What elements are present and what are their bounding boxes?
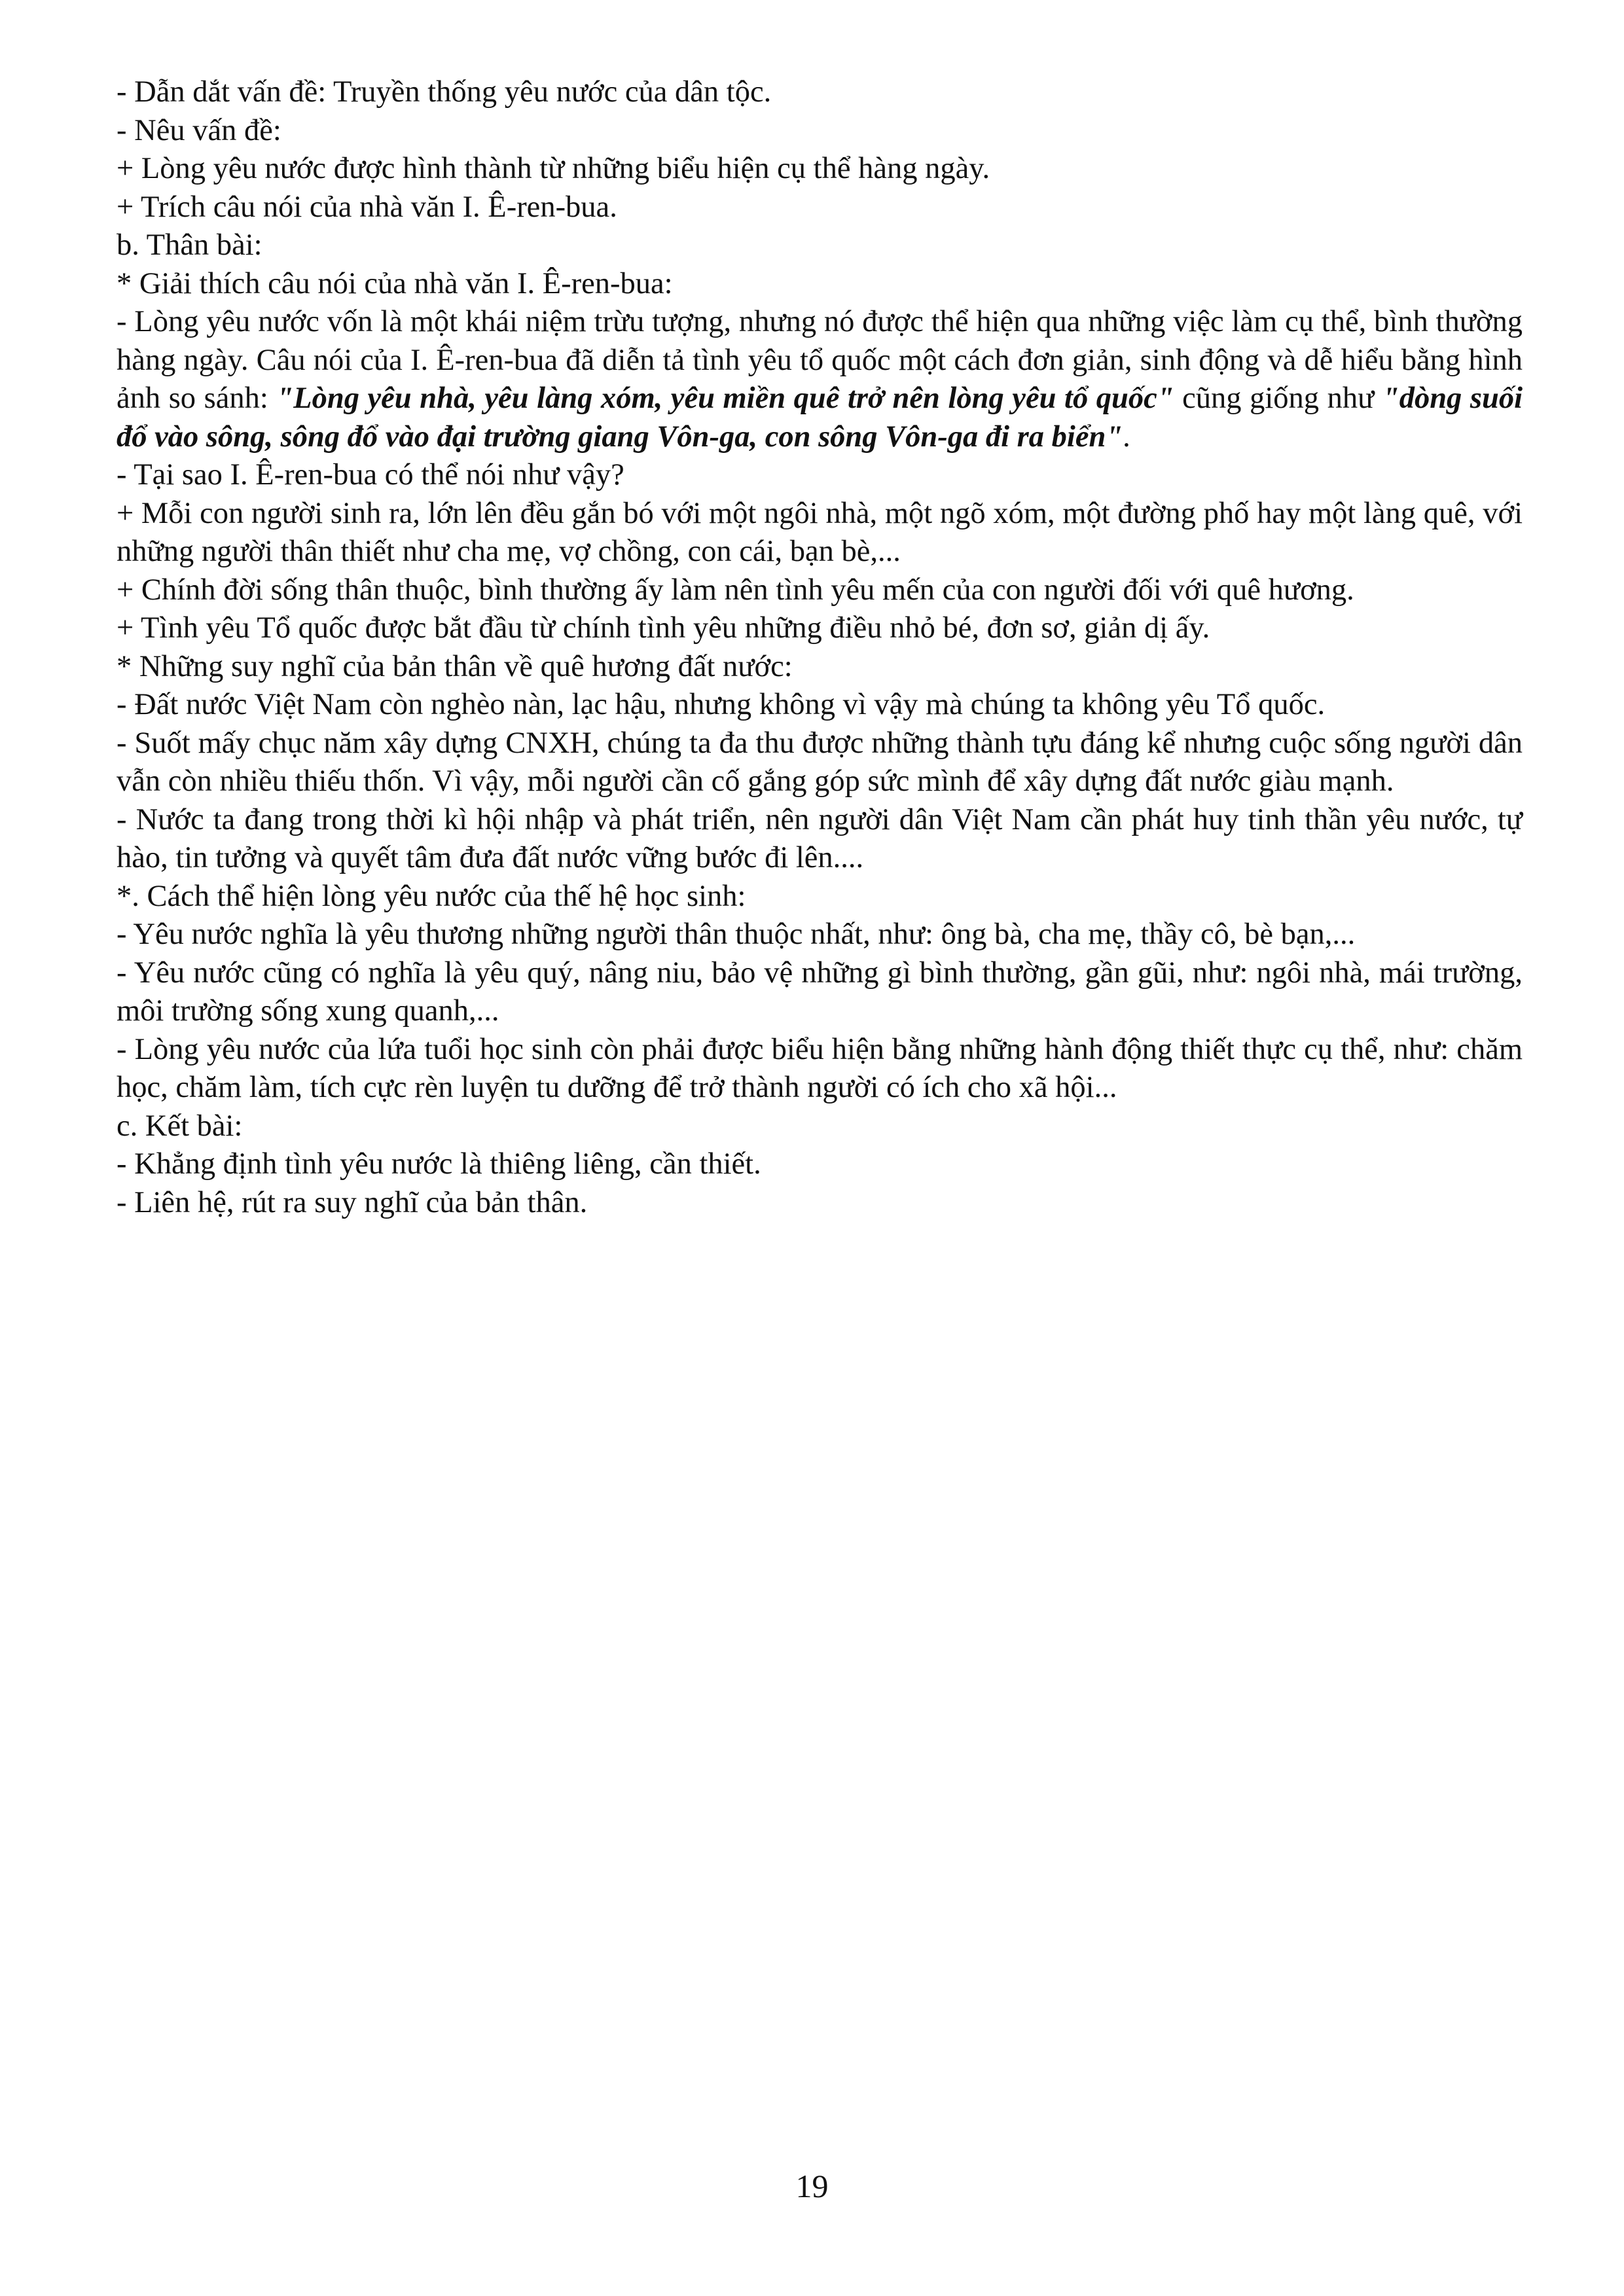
reflection-point-1: - Đất nước Việt Nam còn nghèo nàn, lạc hậu, nhưng không vì vậy mà chúng ta không yêu Tổ quốc.	[117, 688, 1326, 721]
conclusion-heading: c. Kết bài:	[117, 1109, 243, 1143]
reason-small-things: + Tình yêu Tổ quốc được bắt đầu từ chính tình yêu những điều nhỏ bé, đơn sơ, giản dị ấy.	[117, 611, 1210, 645]
page-number: 19	[795, 2168, 829, 2204]
intro-issue-point-2: + Trích câu nói của nhà văn I. Ê-ren-bua.	[117, 190, 617, 224]
intro-issue-heading: - Nêu vấn đề:	[117, 113, 281, 147]
reflection-point-2: - Suốt mấy chục năm xây dựng CNXH, chúng ta đa thu được những thành tựu đáng kể nhưng cuộc sống người dân vẫn còn nhiều thiếu thốn. Vì vậy, mỗi người cần cố gắng góp sức mình để xây dựng đất nước giàu mạnh.	[117, 726, 1523, 798]
explain-text-2: cũng giống như	[1174, 382, 1382, 415]
intro-issue-point-1: + Lòng yêu nước được hình thành từ những biểu hiện cụ thể hàng ngày.	[117, 152, 990, 185]
reflection-point-3: - Nước ta đang trong thời kì hội nhập và phát triển, nên người dân Việt Nam cần phát huy tinh thần yêu nước, tự hào, tin tưởng và quyết tâm đưa đất nước vững bước đi lên....	[117, 802, 1523, 874]
reason-familiar-life: + Chính đời sống thân thuộc, bình thường ấy làm nên tình yêu mến của con người đối với quê hương.	[117, 573, 1354, 607]
explain-heading: * Giải thích câu nói của nhà văn I. Ê-ren-bua:	[117, 266, 673, 300]
students-point-3: - Lòng yêu nước của lứa tuổi học sinh còn phải được biểu hiện bằng những hành động thiết thực cụ thể, như: chăm học, chăm làm, tích cực rèn luyện tu dưỡng để trở thành người có ích cho xã hội...	[117, 1032, 1523, 1104]
document-body	[117, 73, 1523, 1222]
students-heading: *. Cách thể hiện lòng yêu nước của thế hệ học sinh:	[117, 879, 746, 913]
intro-lead-in: - Dẫn dắt vấn đề: Truyền thống yêu nước của dân tộc.	[117, 75, 772, 109]
explain-text-1: - Lòng yêu nước vốn là một khái niệm trừu tượng, nhưng nó được thể hiện qua những việc làm cụ thể, bình thường hàng ngày. Câu nói của I. Ê-ren-bua đã diễn tả tình yêu tổ quốc một cách đơn giản, sinh động và dễ hiểu bằng hình ảnh so sánh:	[117, 305, 1523, 415]
explain-text-3: .	[1123, 420, 1130, 454]
reason-attachment: + Mỗi con người sinh ra, lớn lên đều gắn bó với một ngôi nhà, một ngõ xóm, một đường phố hay một làng quê, với những người thân thiết như cha mẹ, vợ chồng, con cái, bạn bè,...	[117, 496, 1523, 568]
conclusion-point-1: - Khẳng định tình yêu nước là thiêng liêng, cần thiết.	[117, 1147, 761, 1181]
reflection-heading: * Những suy nghĩ của bản thân về quê hương đất nước:	[117, 649, 793, 683]
why-question: - Tại sao I. Ê-ren-bua có thể nói như vậy?	[117, 458, 624, 492]
quote-love-homeland: "Lòng yêu nhà, yêu làng xóm, yêu miền quê trở nên lòng yêu tổ quốc"	[276, 382, 1174, 415]
explain-paragraph	[117, 303, 1523, 456]
students-point-1: - Yêu nước nghĩa là yêu thương những người thân thuộc nhất, như: ông bà, cha mẹ, thầy cô, bè bạn,...	[117, 918, 1356, 951]
students-point-2: - Yêu nước cũng có nghĩa là yêu quý, nâng niu, bảo vệ những gì bình thường, gần gũi, như: ngôi nhà, mái trường, môi trường sống xung quanh,...	[117, 956, 1523, 1028]
conclusion-point-2: - Liên hệ, rút ra suy nghĩ của bản thân.	[117, 1185, 588, 1219]
body-section-heading: b. Thân bài:	[117, 228, 262, 262]
quote-volga-river: "dòng suối đổ vào sông, sông đổ vào đại trường giang Vôn-ga, con sông Vôn-ga đi ra biển"	[117, 382, 1523, 454]
